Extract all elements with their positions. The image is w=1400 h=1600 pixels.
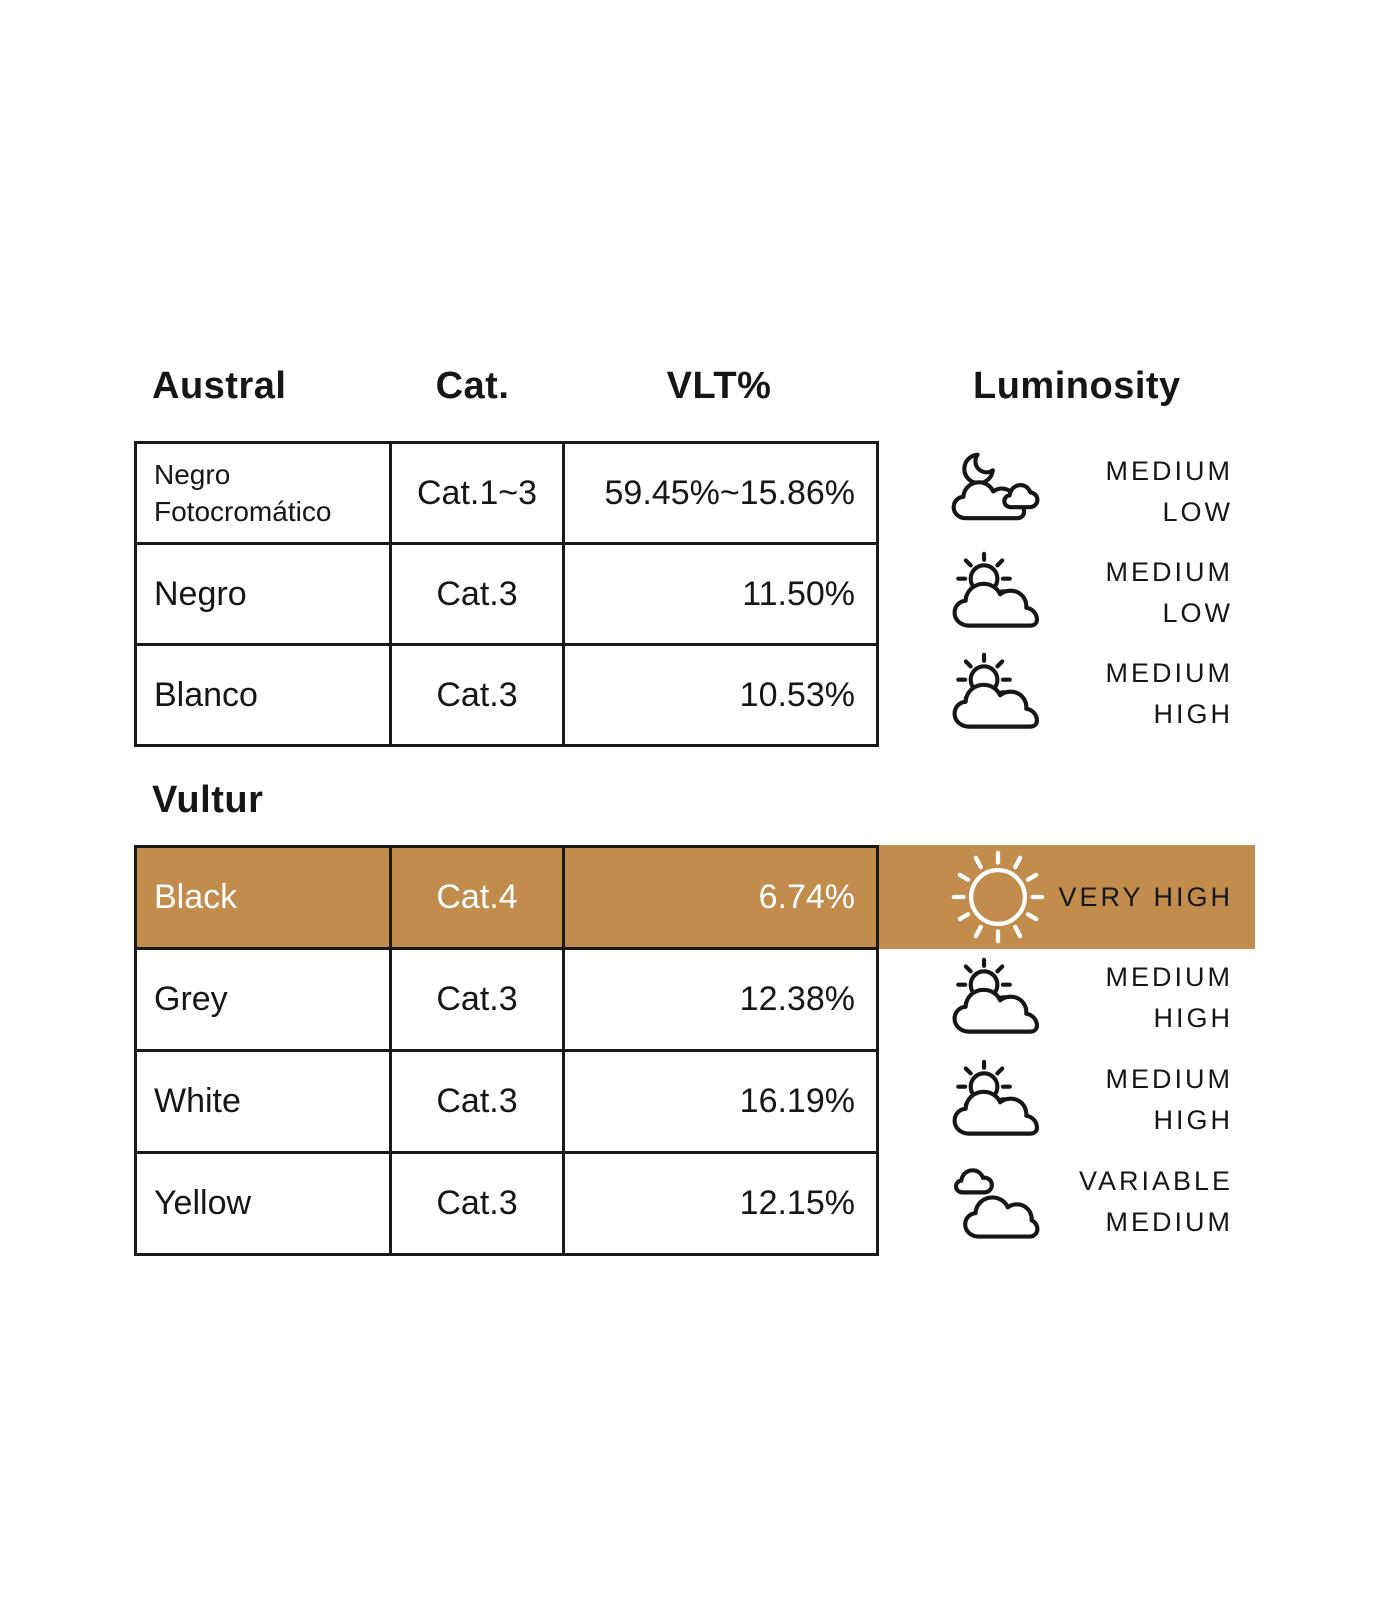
category-cell: Cat.3	[389, 545, 562, 643]
luminosity-entry	[950, 1049, 1233, 1151]
category-cell: Cat.3	[389, 950, 562, 1049]
luminosity-label: MEDIUM LOW	[1105, 455, 1233, 527]
lens-name-cell: Blanco	[154, 675, 258, 714]
luminosity-entry	[950, 1151, 1233, 1253]
sun-cloud-icon	[950, 551, 1046, 634]
luminosity-label: MEDIUM LOW	[1105, 556, 1233, 628]
lens-name-cell: Negro	[154, 574, 247, 613]
sun-cloud-icon	[950, 1059, 1046, 1142]
vlt-cell: 12.15%	[562, 1154, 876, 1253]
sun-cloud-icon	[950, 652, 1046, 735]
lens-name-cell: Grey	[154, 980, 228, 1018]
lens-name-cell: Yellow	[154, 1184, 252, 1222]
table-row	[137, 1151, 876, 1253]
luminosity-entry-highlighted	[950, 845, 1233, 949]
luminosity-entry	[950, 947, 1233, 1049]
austral-table	[134, 441, 879, 747]
cat-column-header: Cat.	[435, 365, 510, 407]
vultur-table	[134, 845, 879, 1256]
luminosity-label: MEDIUM HIGH	[1105, 962, 1233, 1033]
sun-icon	[950, 849, 1046, 945]
luminosity-column-header: Luminosity	[973, 365, 1181, 407]
austral-title: Austral	[152, 365, 287, 407]
vlt-cell: 59.45%~15.86%	[562, 444, 876, 542]
category-cell: Cat.1~3	[389, 444, 562, 542]
moon-cloud-icon	[950, 450, 1046, 533]
vultur-title: Vultur	[152, 779, 264, 821]
vlt-cell: 16.19%	[562, 1052, 876, 1151]
category-cell: Cat.3	[389, 1154, 562, 1253]
luminosity-label: VARIABLE MEDIUM	[1078, 1166, 1233, 1237]
lens-name-cell: White	[154, 1082, 241, 1120]
table-row-highlighted	[137, 848, 876, 947]
table-row	[137, 947, 876, 1049]
table-row	[137, 643, 876, 744]
vlt-cell: 11.50%	[562, 545, 876, 643]
luminosity-label: VERY HIGH	[1058, 881, 1233, 912]
table-row	[137, 1049, 876, 1151]
category-cell: Cat.3	[389, 1052, 562, 1151]
category-cell: Cat.4	[389, 848, 562, 947]
category-cell: Cat.3	[389, 646, 562, 744]
luminosity-entry	[950, 441, 1233, 542]
vlt-cell: 12.38%	[562, 950, 876, 1049]
luminosity-entry	[950, 542, 1233, 643]
vlt-column-header: VLT%	[666, 365, 772, 407]
vlt-cell: 6.74%	[562, 848, 876, 947]
luminosity-entry	[950, 643, 1233, 744]
cloud-cloud-icon	[950, 1161, 1046, 1244]
luminosity-label: MEDIUM HIGH	[1105, 657, 1233, 729]
lens-name-cell: Negro Fotocromático	[154, 459, 332, 527]
sun-cloud-icon	[950, 957, 1046, 1040]
lens-name-cell: Black	[154, 878, 238, 916]
table-row	[137, 542, 876, 643]
table-row	[137, 444, 876, 542]
luminosity-label: MEDIUM HIGH	[1105, 1064, 1233, 1135]
vlt-cell: 10.53%	[562, 646, 876, 744]
